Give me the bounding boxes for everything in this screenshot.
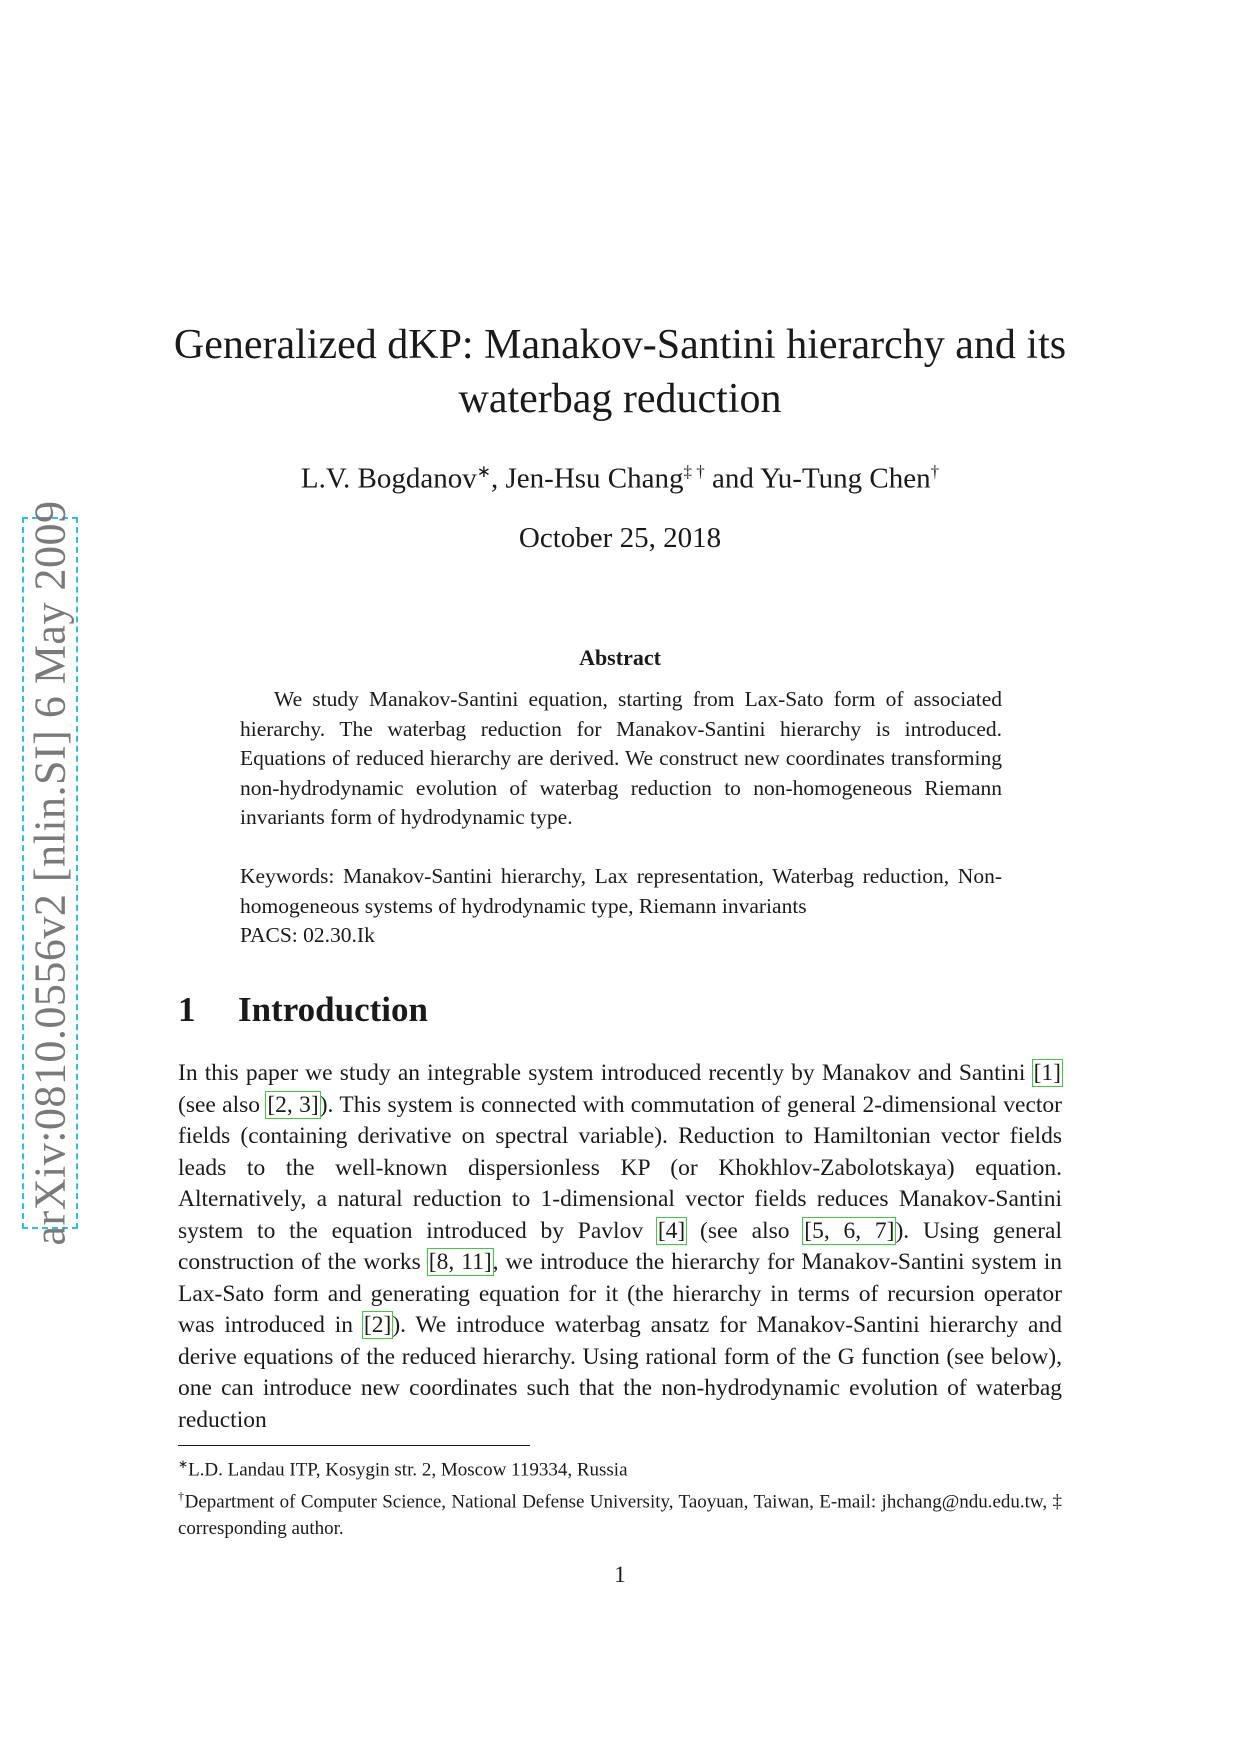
footnote-text: Department of Computer Science, National Defense University, Taoyuan, Taiwan, E-mail: jhchang@ndu.edu.tw, ‡ corresponding author.: [178, 1491, 1063, 1539]
page-number: 1: [614, 1562, 626, 1587]
citation-link[interactable]: [2, 3]: [267, 1091, 319, 1118]
author-name: L.V. Bogdanov: [300, 462, 477, 495]
intro-text: ). This system is connected with commutation of general 2-dimensional vector fields (containing derivative on spectral variable). Reduction to Hamiltonian vector fields leads to the well-known dispersionless KP (or Khokhlov-Zabolotskaya) equation. Alternatively, a natural reduction to 1-dimensional vector fields reduces Manakov-Santini system to the equation introduced by Pavlov: [178, 1091, 1063, 1244]
section-title: Introduction: [238, 990, 428, 1029]
intro-paragraph: [178, 1058, 1062, 1436]
citation-link[interactable]: [8, 11]: [428, 1249, 492, 1275]
intro-text: ). Using general construction of the works: [178, 1217, 1063, 1275]
arxiv-stamp[interactable]: [22, 500, 78, 1246]
intro-text: ). We introduce waterbag ansatz for Manakov-Santini hierarchy and derive equations of the reduced hierarchy. Using rational form of the G function (see below), one can introduce new coordinates such that the non-hydrodynamic evolution of waterbag reduction: [178, 1312, 1062, 1433]
footnote-mark: ∗: [178, 1457, 189, 1471]
footnote-text: L.D. Landau ITP, Kosygin str. 2, Moscow 119334, Russia: [188, 1459, 628, 1481]
author-name: , Jen-Hsu Chang: [491, 462, 684, 495]
citation-link[interactable]: [4]: [657, 1217, 686, 1244]
author-list: [150, 462, 1090, 496]
footnote-mark: †: [178, 1489, 185, 1504]
author-name: and Yu-Tung Chen: [704, 462, 931, 495]
footnote-mark[interactable]: ‡ †: [683, 462, 705, 481]
section-heading: [178, 990, 428, 1030]
footnote: [178, 1451, 1062, 1483]
paper-title: Generalized dKP: Manakov-Santini hierarchy and its waterbag reduction: [173, 322, 1067, 422]
arxiv-stamp-text: arXiv:0810.0556v2 [nlin.SI] 6 May 2009: [25, 500, 75, 1246]
pacs-code: PACS: 02.30.Ik: [240, 923, 375, 947]
keywords: Keywords: Manakov-Santini hierarchy, Lax representation, Waterbag reduction, Non-homogeneous systems of hydrodynamic type, Riemann invariants: [240, 864, 1002, 918]
section-number: 1: [178, 990, 196, 1029]
citation-link[interactable]: [2]: [363, 1312, 392, 1338]
footnote-mark[interactable]: ∗: [476, 462, 492, 481]
footnotes: [178, 1451, 1062, 1542]
footnote-mark[interactable]: †: [930, 462, 940, 481]
citation-link[interactable]: [1]: [1033, 1060, 1061, 1086]
abstract-text: We study Manakov-Santini equation, starting from Lax-Sato form of associated hierarchy. The waterbag reduction for Manakov-Santini hierarchy is introduced. Equations of reduced hierarchy are derived. We construct new coordinates transforming non-hydrodynamic evolution of waterbag reduction to non-homogeneous Riemann invariants form of hydrodynamic type.: [240, 687, 1002, 829]
intro-text: In this paper we study an integrable system introduced recently by Manakov and Santini: [178, 1060, 1033, 1086]
paper-date: October 25, 2018: [518, 522, 722, 554]
abstract-heading: Abstract: [579, 645, 661, 670]
citation-link[interactable]: [5, 6, 7]: [804, 1217, 895, 1244]
footnote: [178, 1483, 1062, 1541]
intro-text: (see also: [178, 1091, 267, 1118]
footnote-divider: [178, 1445, 530, 1446]
intro-text: , we introduce the hierarchy for Manakov-Santini system in Lax-Sato form and generating equation for it (the hierarchy in terms of recursion operator was introduced in: [178, 1249, 1062, 1338]
intro-text: (see also: [686, 1217, 804, 1244]
